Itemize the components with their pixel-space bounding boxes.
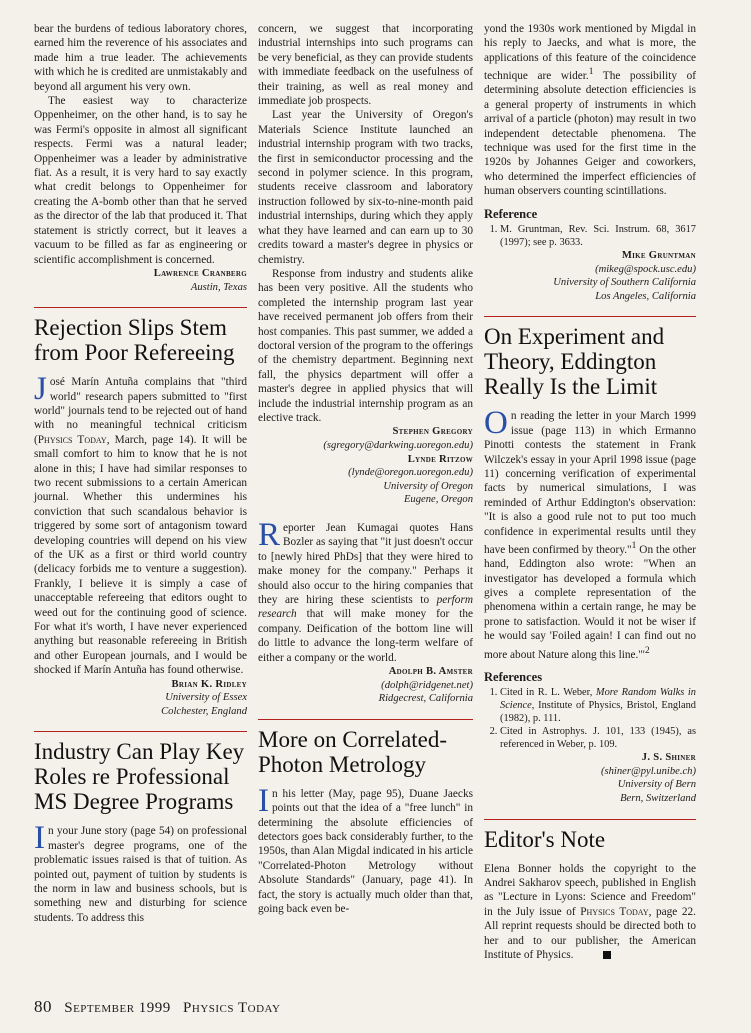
- section-rule: [34, 307, 247, 308]
- author-name: Mike Gruntman: [621, 250, 696, 262]
- signature-ridley: [34, 678, 247, 719]
- letter-title-eddington: On Experiment and Theory, Eddington Really Is the Limit: [484, 324, 665, 400]
- author-email: (mikeg@spock.usc.edu): [595, 263, 696, 275]
- author-email: (shiner@pyl.unibe.ch): [600, 765, 696, 777]
- letter-title-industry: Industry Can Play Key Roles re Professional MS Degree Programs: [34, 739, 245, 815]
- drop-cap: J: [34, 371, 47, 408]
- page-footer: [34, 997, 280, 1017]
- letter-paragraph: Response from industry and students alike has been very positive. All the students who completed the internship program last year have received permanent job offers from their host companies. This past summer, we added a doctoral version of the program to the offerings of the chemistry department. Beginning next fall, the physics department will offer a master's degree in applied physics that will include the industrial internship program as an elective track.: [258, 267, 473, 424]
- author-location: Eugene, Oregon: [403, 494, 473, 506]
- author-email: (dolph@ridgenet.net): [381, 679, 473, 691]
- author-name: Brian K. Ridley: [171, 678, 247, 690]
- reference-heading: Reference: [484, 206, 538, 221]
- author-location: Colchester, England: [161, 705, 247, 717]
- column-1: [34, 22, 247, 925]
- letter-paragraph: concern, we suggest that incorporating industrial internships into such programs can be very beneficial, as they can provide students with immediate feedback on the usefulness of their training, as well as real money and immediate job prospects.: [258, 23, 473, 108]
- author-location: Bern, Switzerland: [620, 793, 696, 805]
- author-affiliation: University of Southern California: [553, 277, 696, 289]
- drop-cap: I: [34, 820, 45, 857]
- author-name: Adolph B. Amster: [388, 666, 473, 677]
- reference-list: [484, 223, 696, 249]
- author-location: Austin, Texas: [190, 281, 247, 293]
- author-name: J. S. Shiner: [641, 752, 696, 764]
- author-affiliation: University of Essex: [165, 692, 247, 704]
- author-location: Ridgecrest, California: [378, 693, 473, 705]
- author-name: Stephen Gregory: [392, 426, 473, 438]
- section-rule: [34, 731, 247, 732]
- reference-heading: References: [484, 669, 543, 684]
- section-rule: [258, 719, 473, 720]
- reference-item: 1. M. Gruntman, Rev. Sci. Instrum. 68, 3617 (1997); see p. 3633.: [500, 223, 696, 249]
- letter-paragraph: Last year the University of Oregon's Materials Science Institute launched an industrial internship program with two tracks, the first in semiconductor processing and the second in polymer science. In this program, students receive classroom and laboratory instruction followed by six-to-nine-month paid industrial internships, during which they apply what they have learned and can earn up to 30 credits toward a master's degree in physics or chemistry.: [258, 109, 473, 266]
- signature-gregory: [258, 425, 473, 507]
- signature-cranberg: [34, 267, 247, 294]
- column-3: [484, 22, 696, 962]
- drop-cap: O: [484, 405, 508, 442]
- editors-note-title: Editor's Note: [484, 826, 606, 852]
- author-affiliation: University of Bern: [617, 779, 696, 791]
- section-rule: [484, 316, 696, 317]
- page-number: 80: [34, 997, 52, 1016]
- author-affiliation: University of Oregon: [383, 480, 473, 492]
- author-email: (sgregory@darkwing.uoregon.edu): [323, 439, 473, 451]
- letter-paragraph: In your June story (page 54) on professional master's degree programs, one of the problematic issues raised is that of tuition. As pointed out, payment of tuition by students is the norm in law and business schools, but is something new and disturbing for science students. To address this: [34, 820, 247, 924]
- author-location: Los Angeles, California: [595, 290, 696, 302]
- signature-gruntman: [484, 249, 696, 303]
- column-2: [258, 22, 473, 916]
- author-name: Lynde Ritzow: [407, 453, 473, 465]
- end-mark-icon: [603, 951, 611, 959]
- letter-paragraph: On reading the letter in your March 1999 issue (page 113) in which Ermanno Pinotti contests the statement in Frank Wilczek's essay in your April 1998 issue (page 11) concerning verification of experimental facts by numerical simulations, I was reminded of Arthur Eddington's observation: "It is also a good rule not to put too much confidence in experimental results until they have been confirmed by theory."$^1$ On the other hand, Eddington also wrote: "When an investigator has developed a formula which gives a complete representation of the phenomena within a certain range, he may be prone to satisfaction. Would it not be wiser if he would say 'Foiled again! I can find out no more about Nature along this line.'"$^2$: [484, 405, 696, 661]
- signature-amster: [258, 665, 473, 706]
- letter-paragraph: José Marín Antuña complains that "third world" research papers submitted to "first world" journals tend to be rejected out of hand with no meaningful technical criticism (Physics Today, March, page 14). It will be small comfort to him to know that he is not alone in this; I have had similar responses to two recent submissions to a certain American journal. Whether this undermines his conviction that such scandalous behavior is triggered by some sort of antagonism toward developing countries will depend on his view of the UK as a first or third world country (delicacy forbids me to venture a suggestion). Frankly, I believe it is simply a case of unacceptable refereeing that editors ought to weed out for the continuing good of science. For what it's worth, I have never experienced anything but reasonable refereeing in British and other European journals, and I would be shocked if Marín Antuña has found otherwise.: [34, 371, 247, 677]
- drop-cap: R: [258, 516, 281, 553]
- letter-paragraph: In his letter (May, page 95), Duane Jaecks points out that the idea of a "free lunch" in determining the absolute efficiencies of detectors goes back considerably further, to the 1950s, than Alan Migdal indicated in his article "Correlated-Photon Metrology without Absolute Standards" (January, page 41). In fact, the story is actually much older than that, going back even be-: [258, 782, 473, 916]
- signature-shiner: [484, 751, 696, 805]
- author-name: Lawrence Cranberg: [153, 267, 247, 279]
- letter-paragraph: bear the burdens of tedious laboratory chores, earned him the reverence of his associates and made him a true leader. The achievements with which he is credited are unmistakably and beyond all argument his very own.: [34, 23, 248, 93]
- letter-paragraph: Reporter Jean Kumagai quotes Hans Bozler as saying that "it just doesn't occur to [newly hired PhDs] that they were hired to make money for the company." Perhaps it should also occur to the hiring companies that they are hiring these scientists to perform research that will make money for the company. Deification of the bottom line will do little to advance the long-term welfare of either a company or the world.: [258, 516, 473, 664]
- letter-title-photon: More on Correlated-Photon Metrology: [258, 726, 448, 777]
- letter-paragraph: The easiest way to characterize Oppenheimer, on the other hand, is to say he was Fermi's opposite in almost all significant respects. Fermi was a natural leader; Oppenheimer was a leader by administrative fiat. As a result, it is very hard to say exactly what credit belongs to Oppenheimer for creating the A-bomb other than that he served as the director of the lab that produced it. That statement is strictly correct, but it leaves a vacuum to be filled as far as engineering or scientific accomplishment is concerned.: [34, 95, 247, 266]
- reference-item: 1. Cited in R. L. Weber, More Random Walks in Science, Institute of Physics, Bristol, England (1982), p. 111.: [500, 686, 696, 725]
- author-email: (lynde@oregon.uoregon.edu): [348, 467, 473, 479]
- reference-item: 2. Cited in Astrophys. J. 101, 133 (1945), as referenced in Weber, p. 109.: [500, 725, 696, 751]
- drop-cap: I: [258, 782, 269, 819]
- issue-date: September 1999: [64, 1000, 171, 1016]
- letter-title-rejection: Rejection Slips Stem from Poor Refereeing: [34, 315, 235, 366]
- letter-paragraph: yond the 1930s work mentioned by Migdal in his reply to Jaecks, and what is more, the applications of this feature of the coincidence technique are wider.$^1$ The possibility of determining absolute detection efficiencies is a general property of instruments in which arrival of a particle (photon) may result in two independent detectable phenomena. The technique was used for the first time in the 1920s by Johannes Geiger and coworkers, who determined the imperfect efficiencies of human observers counting scintillations.: [484, 23, 696, 198]
- section-rule: [484, 819, 696, 820]
- magazine-name: Physics Today: [183, 1000, 281, 1016]
- reference-list: [484, 686, 696, 751]
- editors-note-paragraph: Elena Bonner holds the copyright to the Andrei Sakharov speech, published in English as "Lecture in Lyons: Science and Freedom" in the July issue of Physics Today, page 22. All reprint requests should be directed both to her and to our publisher, the American Institute of Physics.: [484, 862, 697, 962]
